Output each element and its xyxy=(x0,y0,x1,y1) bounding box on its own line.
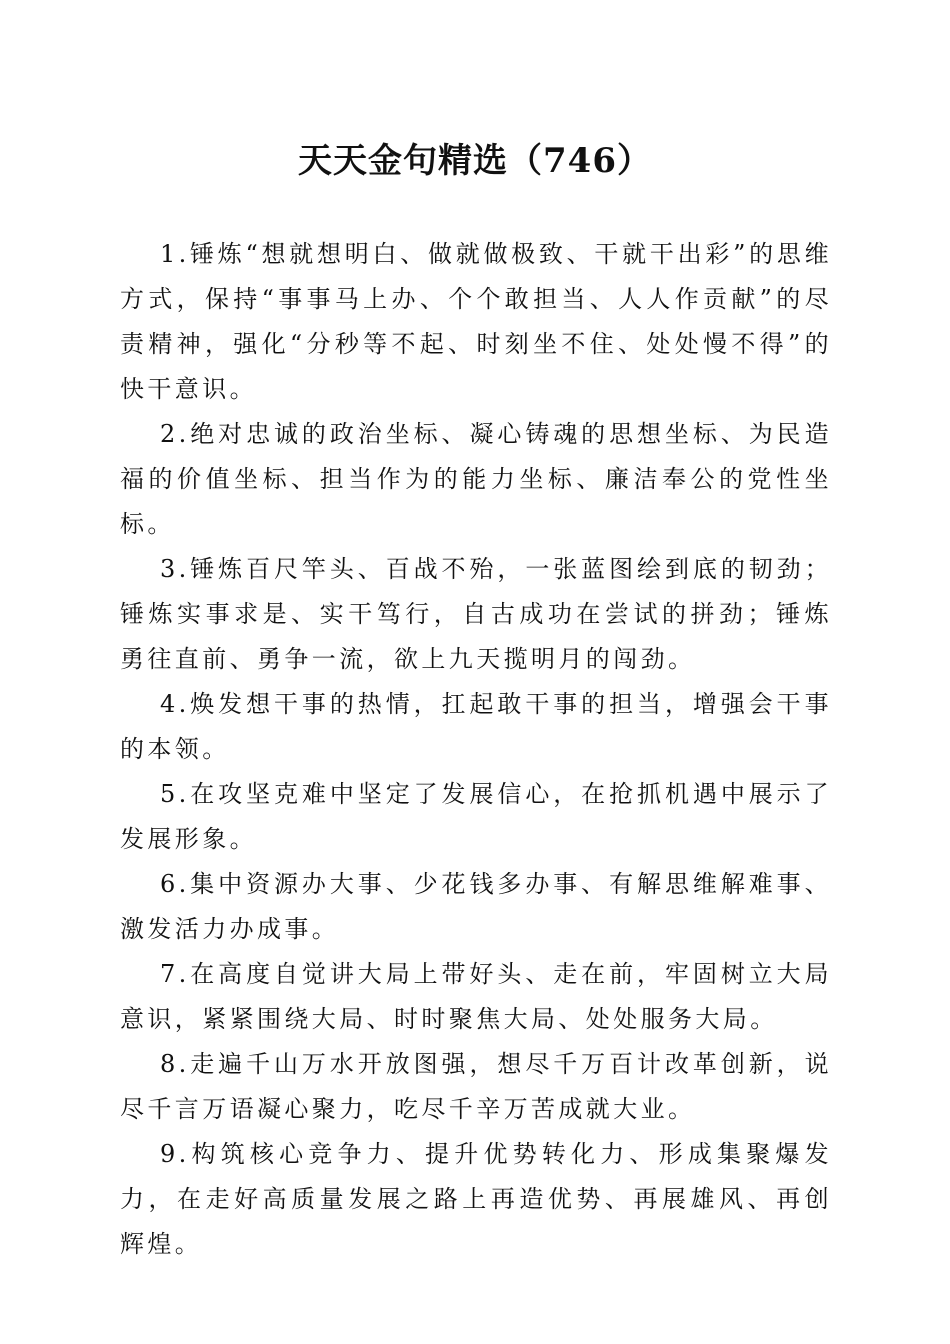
paragraph-6: 6.集中资源办大事、少花钱多办事、有解思维解难事、激发活力办成事。 xyxy=(120,870,832,943)
paragraph-1: 1.锤炼“想就想明白、做就做极致、干就干出彩”的思维方式，保持“事事马上办、个个敢担当、人人作贡献”的尽责精神，强化“分秒等不起、时刻坐不住、处处慢不得”的快干意识。 xyxy=(120,240,832,403)
paragraph-5: 5.在攻坚克难中坚定了发展信心，在抢抓机遇中展示了发展形象。 xyxy=(120,780,832,853)
paragraph-2: 2.绝对忠诚的政治坐标、凝心铸魂的思想坐标、为民造福的价值坐标、担当作为的能力坐标、廉洁奉公的党性坐标。 xyxy=(120,420,832,538)
paragraph-9: 9.构筑核心竞争力、提升优势转化力、形成集聚爆发力，在走好高质量发展之路上再造优势、再展雄风、再创辉煌。 xyxy=(120,1140,832,1258)
paragraph-7: 7.在高度自觉讲大局上带好头、走在前，牢固树立大局意识，紧紧围绕大局、时时聚焦大局、处处服务大局。 xyxy=(120,960,832,1033)
paragraph-4: 4.焕发想干事的热情，扛起敢干事的担当，增强会干事的本领。 xyxy=(120,690,832,763)
document-body xyxy=(120,232,832,1267)
paragraph-3: 3.锤炼百尺竿头、百战不殆，一张蓝图绘到底的韧劲；锤炼实事求是、实干笃行，自古成功在尝试的拼劲；锤炼勇往直前、勇争一流，欲上九天揽明月的闯劲。 xyxy=(120,555,832,673)
document-title: 天天金句精选（746） xyxy=(298,141,652,181)
paragraph-8: 8.走遍千山万水开放图强，想尽千万百计改革创新，说尽千言万语凝心聚力，吃尽千辛万苦成就大业。 xyxy=(120,1050,832,1123)
